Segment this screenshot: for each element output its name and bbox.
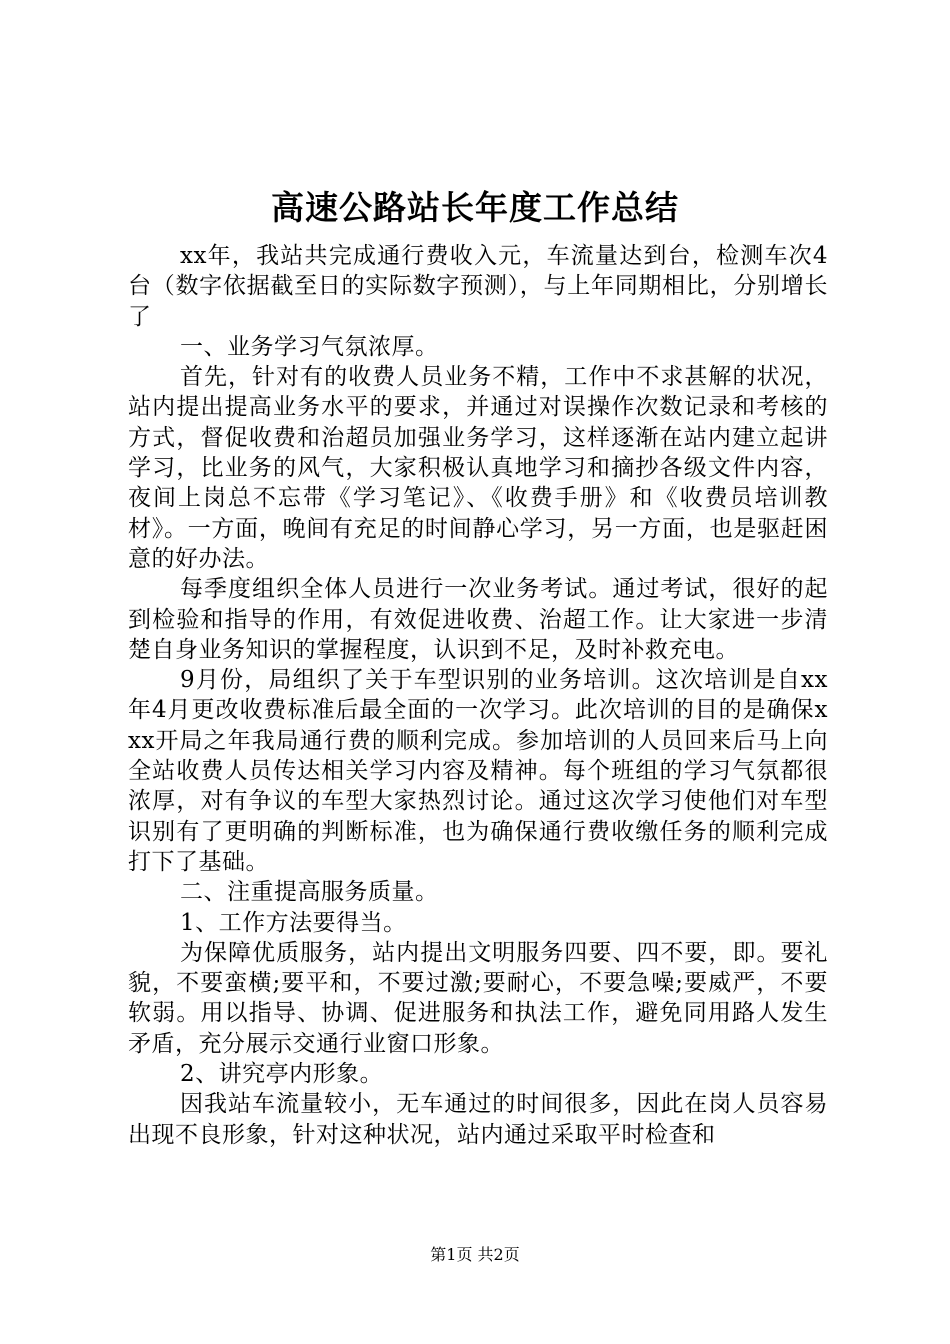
paragraph-study-first: 首先，针对有的收费人员业务不精，工作中不求甚解的状况，站内提出提高业务水平的要求，并通过对误操作次数记录和考核的方式，督促收费和治超员加强业务学习，这样逐渐在站内建立起讲学习，比业务的风气，大家积极认真地学习和摘抄各级文件内容，夜间上岗总不忘带《学习笔记》、《收费手册》和《收费员培训教材》。一方面，晚间有充足的时间静心学习，另一方面，也是驱赶困意的好办法。 xyxy=(128,364,828,572)
subheading-work-method: 1、工作方法要得当。 xyxy=(180,909,407,936)
paragraph-civil-service: 为保障优质服务，站内提出文明服务四要、四不要，即。要礼貌，不要蛮横;要平和，不要过激;要耐心，不要急噪;要威严，不要软弱。用以指导、协调、促进服务和执法工作，避免同用路人发生矛盾，充分展示交通行业窗口形象。 xyxy=(128,939,828,1057)
subheading-booth-image: 2、讲究亭内形象。 xyxy=(180,1061,384,1088)
document-title: 高速公路站长年度工作总结 xyxy=(271,188,679,227)
paragraph-booth-image: 因我站车流量较小，无车通过的时间很多，因此在岗人员容易出现不良形象，针对这种状况，站内通过采取平时检查和 xyxy=(128,1091,828,1148)
section-heading-study: 一、业务学习气氛浓厚。 xyxy=(180,333,439,360)
section-heading-service: 二、注重提高服务质量。 xyxy=(180,879,439,906)
paragraph-quarterly-exam: 每季度组织全体人员进行一次业务考试。通过考试，很好的起到检验和指导的作用，有效促进收费、治超工作。让大家进一步清楚自身业务知识的掌握程度，认识到不足，及时补救充电。 xyxy=(128,576,828,663)
paragraph-intro: xx年，我站共完成通行费收入元，车流量达到台，检测车次4台（数字依据截至日的实际数字预测），与上年同期相比，分别增长了 xyxy=(128,243,828,330)
page-number-footer: 第1页 共2页 xyxy=(430,1245,520,1264)
paragraph-training: 9月份，局组织了关于车型识别的业务培训。这次培训是自xx年4月更改收费标准后最全面的一次学习。此次培训的目的是确保xxx开局之年我局通行费的顺利完成。参加培训的人员回来后马上向全站收费人员传达相关学习内容及精神。每个班组的学习气氛都很浓厚，对有争议的车型大家热烈讨论。通过这次学习使他们对车型识别有了更明确的判断标准，也为确保通行费收缴任务的顺利完成打下了基础。 xyxy=(128,667,828,875)
document-body xyxy=(128,241,828,1150)
